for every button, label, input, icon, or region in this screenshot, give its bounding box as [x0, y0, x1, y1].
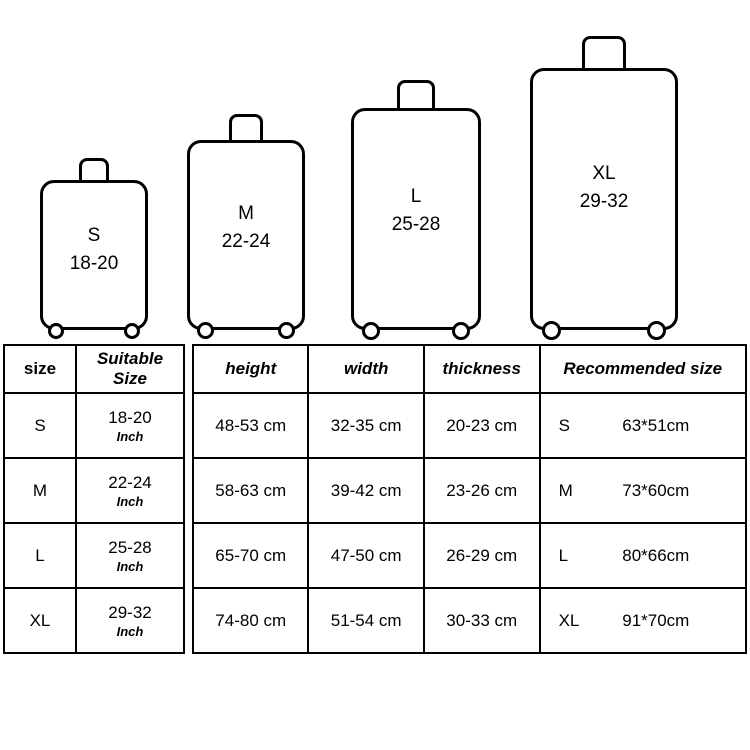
suitable-value: 29-32: [108, 602, 152, 622]
recommended-size-label: XL: [558, 610, 580, 630]
cell-size: L: [4, 523, 76, 588]
suitable-value: 18-20: [108, 407, 152, 427]
suitable-value: 22-24: [108, 472, 152, 492]
wheel-s-left: [48, 323, 64, 339]
table-row: [193, 458, 746, 523]
header-height: height: [193, 345, 308, 393]
suitable-unit: Inch: [116, 558, 144, 574]
handle-xl: [582, 36, 626, 70]
wheel-s-right: [124, 323, 140, 339]
header-width: width: [308, 345, 423, 393]
bag-size-m: M: [238, 203, 254, 224]
table-row: [193, 393, 746, 458]
bag-label-xl: [530, 160, 678, 215]
table-header-row: [193, 345, 746, 393]
luggage-bag-xl: [530, 68, 678, 330]
cell-thickness: 26-29 cm: [424, 523, 540, 588]
cell-height: 74-80 cm: [193, 588, 308, 653]
cell-height: 58-63 cm: [193, 458, 308, 523]
table-header-row: [4, 345, 184, 393]
dimensions-table: [192, 344, 747, 654]
cell-recommended: [540, 523, 746, 588]
suitable-size-table: [3, 344, 185, 654]
header-suitable-line1: Suitable: [96, 349, 164, 369]
cell-suitable: [76, 393, 184, 458]
cell-recommended: [540, 588, 746, 653]
cell-size: S: [4, 393, 76, 458]
table-row: [4, 523, 184, 588]
header-size: size: [4, 345, 76, 393]
recommended-size-dim: 80*66cm: [622, 545, 690, 565]
luggage-bag-s: [40, 180, 148, 330]
cell-size: XL: [4, 588, 76, 653]
table-row: [193, 588, 746, 653]
bag-inch-xl: 29-32: [579, 190, 629, 212]
cell-suitable: [76, 458, 184, 523]
cell-recommended: [540, 458, 746, 523]
cell-thickness: 30-33 cm: [424, 588, 540, 653]
bag-size-xl: XL: [592, 163, 616, 184]
cell-suitable: [76, 523, 184, 588]
cell-width: 32-35 cm: [308, 393, 423, 458]
suitable-unit: Inch: [116, 428, 144, 444]
handle-l: [397, 80, 435, 110]
cell-width: 51-54 cm: [308, 588, 423, 653]
recommended-size-dim: 63*51cm: [622, 415, 690, 435]
luggage-bag-l: [351, 108, 481, 330]
bag-label-s: [40, 222, 148, 277]
wheel-xl-left: [542, 321, 561, 340]
suitable-unit: Inch: [116, 623, 144, 639]
cell-thickness: 23-26 cm: [424, 458, 540, 523]
bag-inch-m: 22-24: [221, 230, 271, 252]
table-row: [4, 393, 184, 458]
cell-thickness: 20-23 cm: [424, 393, 540, 458]
header-suitable-line2: Size: [112, 369, 148, 388]
bag-label-m: [187, 200, 305, 255]
suitable-unit: Inch: [116, 493, 144, 509]
handle-s: [79, 158, 109, 182]
cell-suitable: [76, 588, 184, 653]
cell-height: 48-53 cm: [193, 393, 308, 458]
cell-recommended: [540, 393, 746, 458]
wheel-xl-right: [647, 321, 666, 340]
cell-height: 65-70 cm: [193, 523, 308, 588]
cell-size: M: [4, 458, 76, 523]
bag-label-l: [351, 183, 481, 238]
header-suitable-size: [76, 345, 184, 393]
recommended-size-label: S: [558, 415, 570, 435]
recommended-size-label: M: [558, 480, 573, 500]
recommended-size-dim: 91*70cm: [622, 610, 690, 630]
bag-inch-l: 25-28: [391, 213, 441, 235]
wheel-l-left: [362, 322, 380, 340]
table-row: [193, 523, 746, 588]
recommended-size-label: L: [558, 545, 569, 565]
luggage-illustration: [0, 0, 750, 330]
header-recommended-size: Recommended size: [540, 345, 746, 393]
bag-size-s: S: [87, 225, 101, 246]
table-row: [4, 588, 184, 653]
recommended-size-dim: 73*60cm: [622, 480, 690, 500]
suitable-value: 25-28: [108, 537, 152, 557]
header-thickness: thickness: [424, 345, 540, 393]
cell-width: 47-50 cm: [308, 523, 423, 588]
handle-m: [229, 114, 263, 142]
wheel-m-left: [197, 322, 214, 339]
bag-inch-s: 18-20: [69, 252, 119, 274]
cell-width: 39-42 cm: [308, 458, 423, 523]
wheel-m-right: [278, 322, 295, 339]
wheel-l-right: [452, 322, 470, 340]
bag-size-l: L: [410, 186, 422, 207]
luggage-bag-m: [187, 140, 305, 330]
table-row: [4, 458, 184, 523]
